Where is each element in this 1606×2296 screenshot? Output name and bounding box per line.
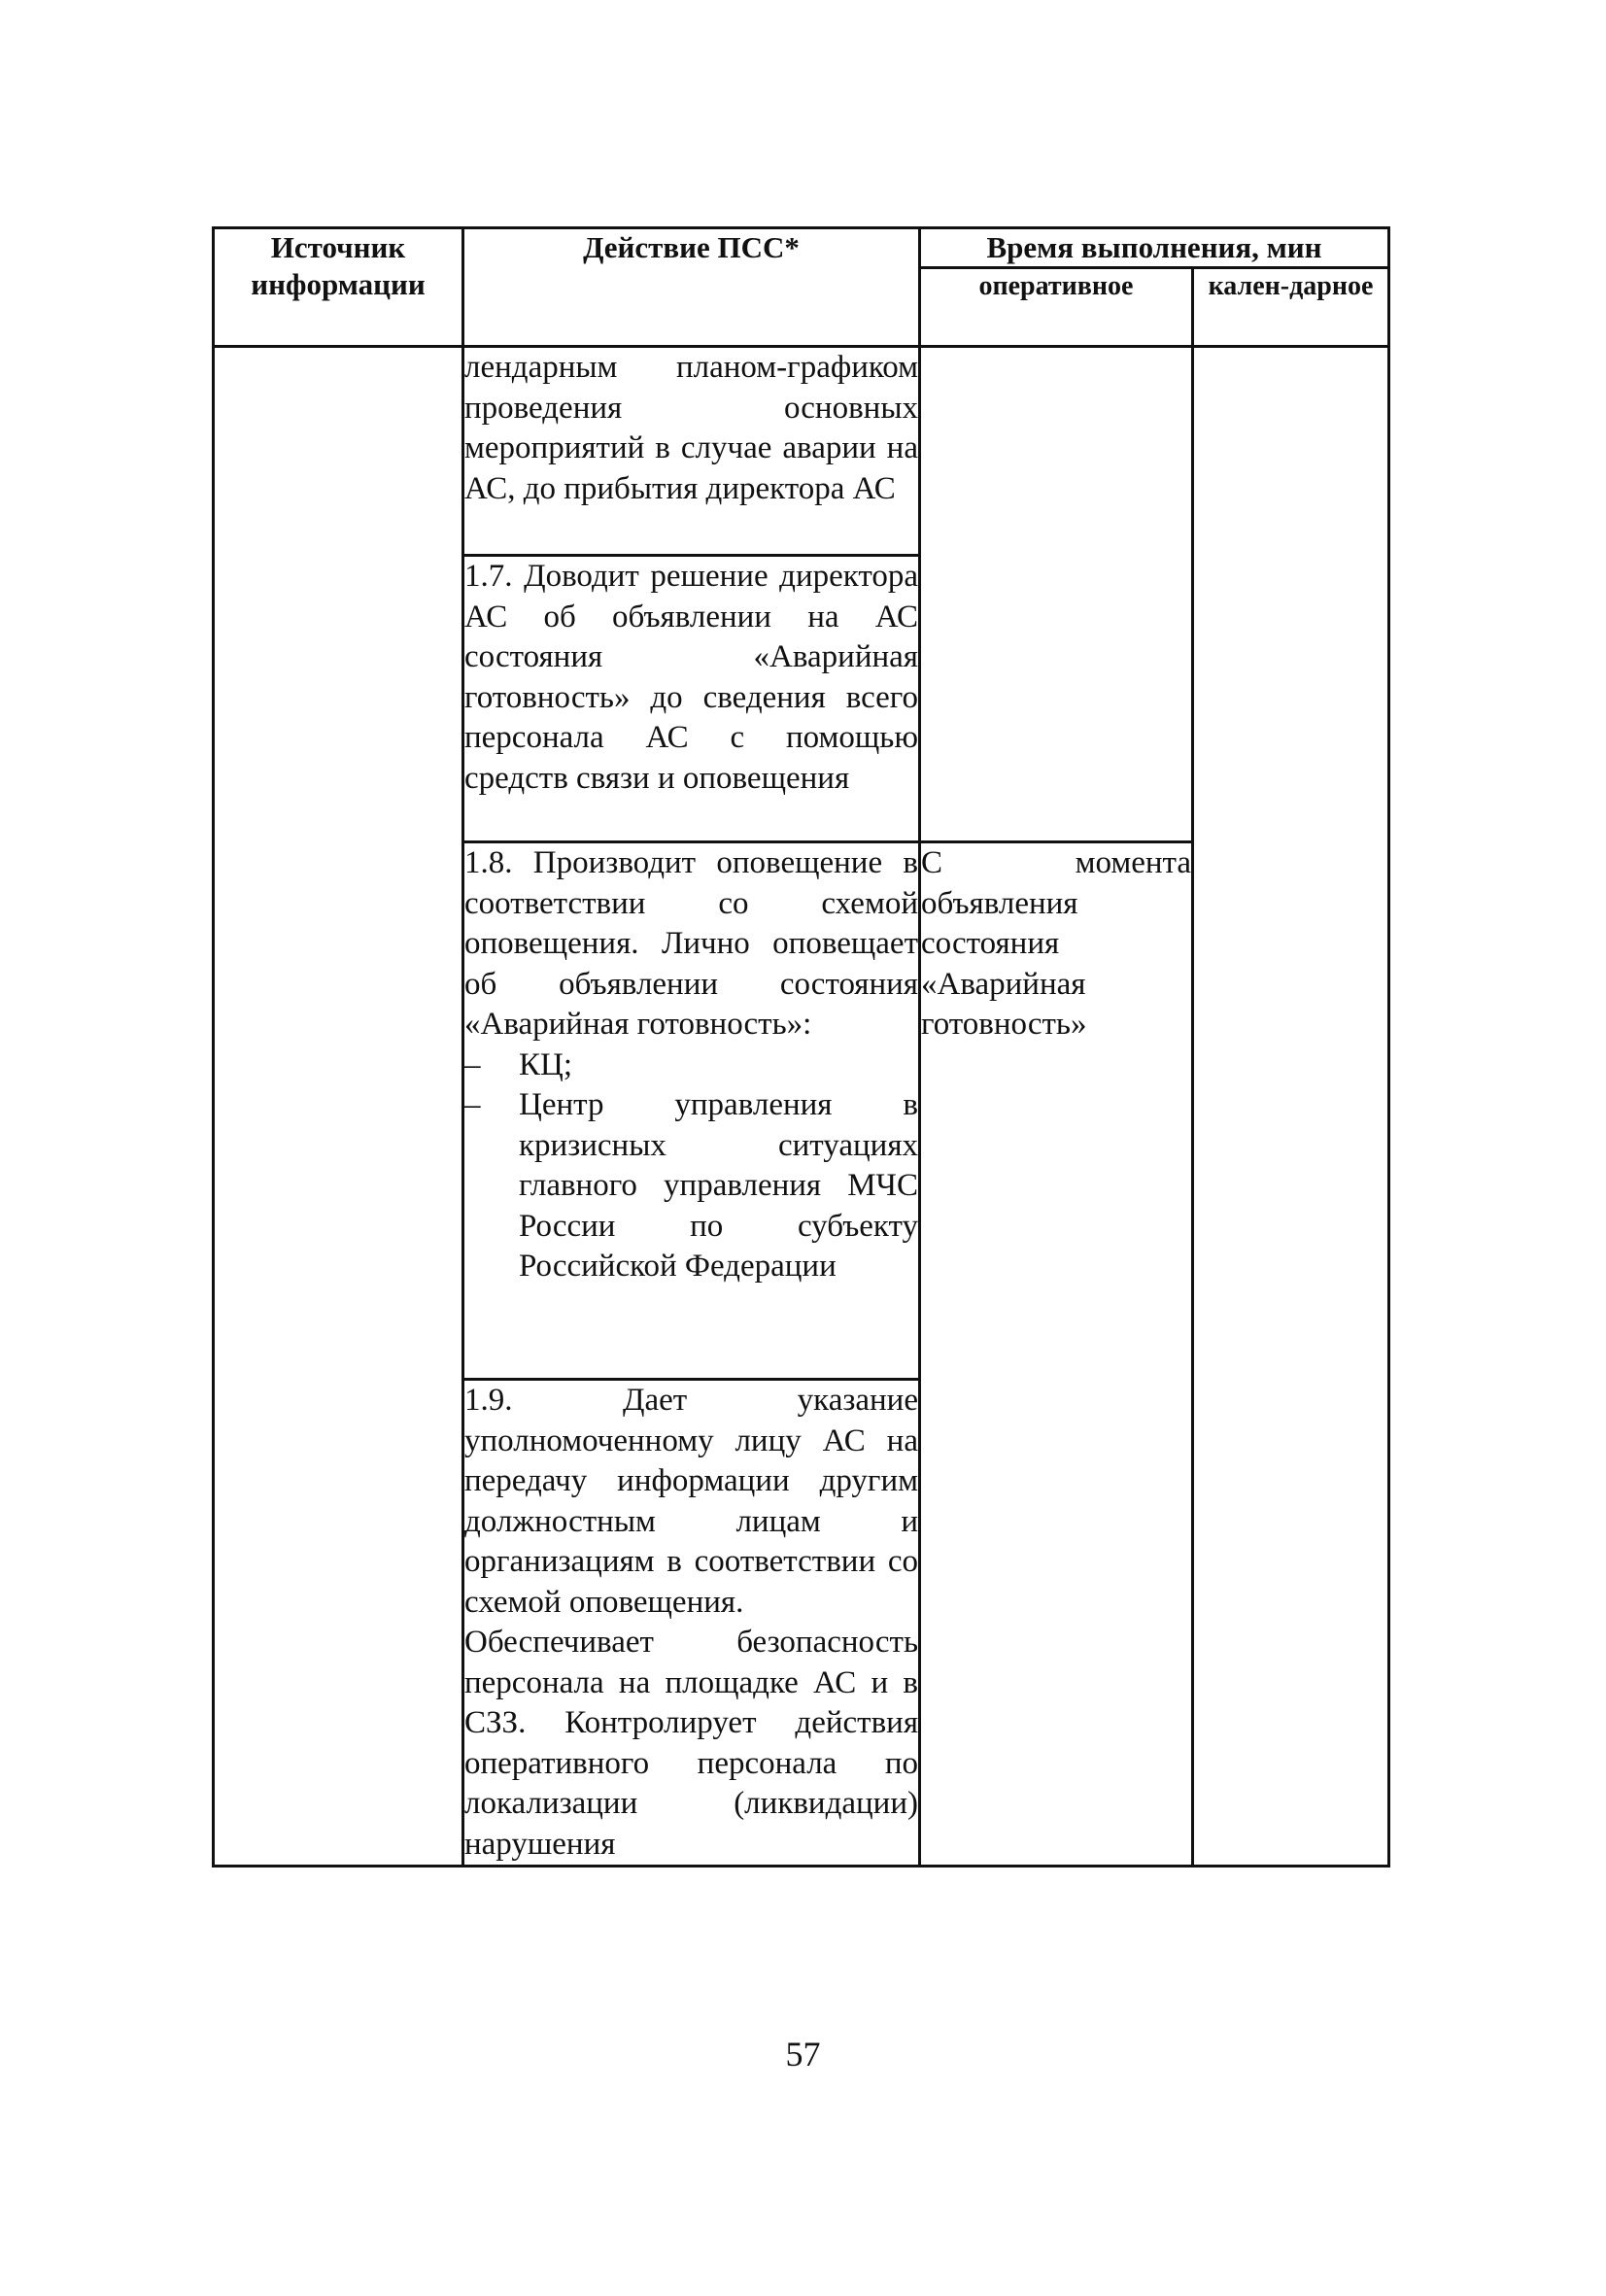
- header-action: Действие ПСС*: [463, 228, 920, 347]
- list-item: [464, 1085, 918, 1287]
- header-source: Источник информации: [214, 228, 463, 347]
- action-table: [212, 226, 1390, 1868]
- operational-time-cell: [920, 347, 1193, 842]
- action-text-paragraph: Обеспечивает безопасность персонала на площадке АС и в СЗЗ. Контролирует действия оперативного персонала по локализации (ликвидации) нарушения: [464, 1625, 918, 1862]
- source-cell: [214, 347, 463, 1867]
- action-intro-text: 1.8. Производит оповещение в соответствии со схемой оповещения. Лично оповещает об объявлении состояния «Аварийная готовность»:: [464, 845, 918, 1042]
- list-item-text: Центр управления в кризисных ситуациях главного управления МЧС России по субъекту Российской Федерации: [519, 1087, 918, 1284]
- action-cell: [463, 1380, 920, 1867]
- table-row: [214, 347, 1389, 556]
- header-operational: оперативное: [920, 268, 1193, 347]
- page-number: 57: [785, 2035, 821, 2073]
- table-header-row: [214, 228, 1389, 268]
- action-text-paragraph: 1.9. Дает указание уполномоченному лицу АС на передачу информации другим должностным лицам и организациям в соответствии со схемой оповещения.: [464, 1383, 918, 1620]
- header-calendar: кален-дарное: [1193, 268, 1389, 347]
- list-dash: –: [464, 1046, 481, 1082]
- operational-time-cell: С момента объявления состояния «Аварийная готовность»: [920, 842, 1193, 1867]
- header-time: Время выполнения, мин: [920, 228, 1389, 268]
- list-item-text: КЦ;: [519, 1046, 573, 1082]
- action-cell: лендарным планом-графиком проведения основных мероприятий в случае аварии на АС, до прибытия директора АС: [463, 347, 920, 556]
- calendar-time-cell: [1193, 347, 1389, 1867]
- list-dash: –: [464, 1087, 481, 1122]
- action-cell: 1.7. Доводит решение директора АС об объявлении на АС состояния «Аварийная готовность» до сведения всего персонала АС с помощью средств связи и оповещения: [463, 556, 920, 842]
- list-item: [464, 1045, 918, 1086]
- action-cell: [463, 842, 920, 1380]
